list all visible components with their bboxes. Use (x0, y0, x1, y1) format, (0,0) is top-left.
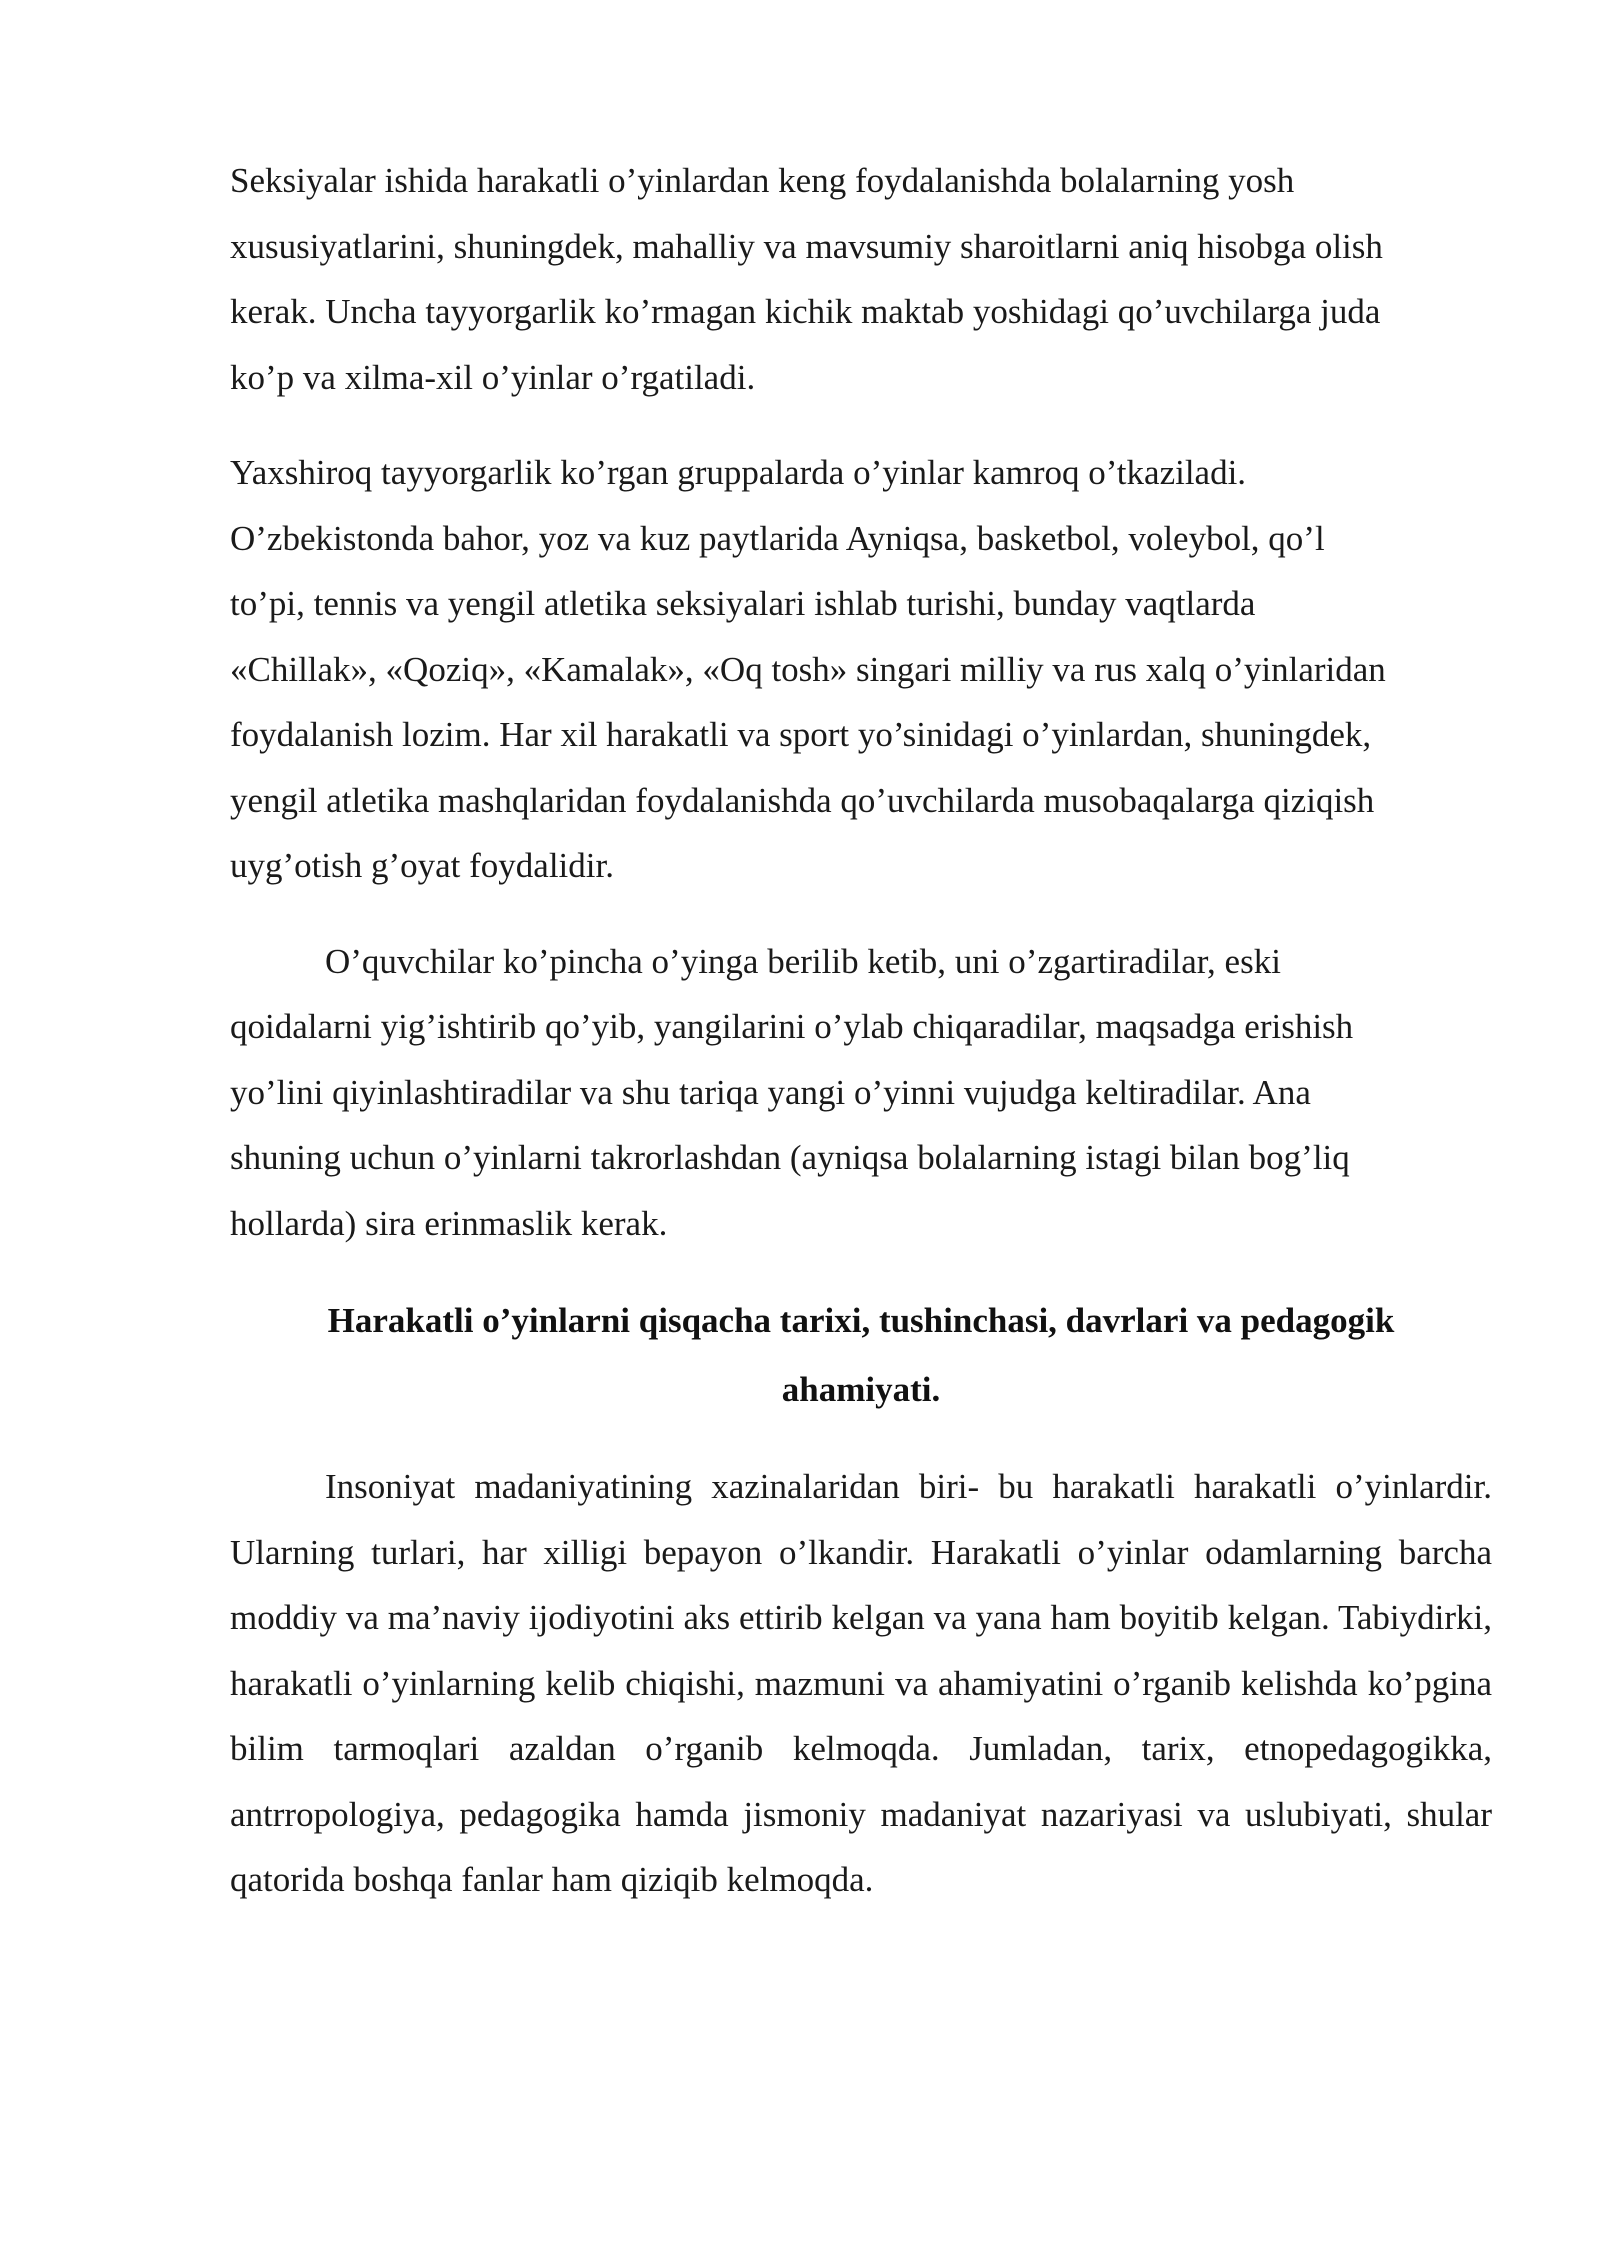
text-line: shuning uchun o’yinlarni takrorlashdan (ayniqsa bolalarning istagi bilan bog’liq (230, 1138, 1350, 1177)
text-line: Yaxshiroq tayyorgarlik ko’rgan gruppalarda o’yinlar kamroq o’tkaziladi. (230, 453, 1247, 492)
text-line: ko’p va xilma-xil o’yinlar o’rgatiladi. (230, 357, 756, 397)
document-body (230, 148, 1492, 1913)
paragraph-4: Insoniyat madaniyatining xazinalaridan biri- bu harakatli harakatli o’yinlardir. Ularning turlari, har xilligi bepayon o’lkandir. Harakatli o’yinlar odamlarning barcha moddiy va ma’naviy ijodiyotini aks ettirib kelgan va yana ham boyitib kelgan. Tabiydirki, harakatli o’yinlarning kelib chiqishi, mazmuni va ahamiyatini o’rganib kelishda ko’pgina bilim tarmoqlari azaldan o’rganib kelmoqda. Jumladan, tarix, etnopedagogikka, antrropologiya, pedagogika hamda jismoniy madaniyat nazariyasi va uslubiyati, shular qatorida boshqa fanlar ham qiziqib kelmoqda. (230, 1467, 1492, 1899)
text-line: uyg’otish g’oyat foydalidir. (230, 846, 614, 885)
text-line: kerak. Uncha tayyorgarlik ko’rmagan kichik maktab yoshidagi qo’uvchilarga juda (230, 292, 1381, 331)
paragraph-2 (230, 440, 1492, 899)
text-line: Seksiyalar ishida harakatli o’yinlardan keng foydalanishda bolalarning yosh (230, 161, 1295, 200)
text-line: O’zbekistonda bahor, yoz va kuz paytlarida Ayniqsa, basketbol, voleybol, qo’l (230, 518, 1325, 558)
paragraph-3 (230, 929, 1492, 1257)
heading-line: Harakatli o’yinlarni qisqacha tarixi, tushinchasi, davrlari va pedagogik (327, 1301, 1395, 1340)
paragraph-1 (230, 148, 1492, 410)
section-heading (230, 1286, 1492, 1424)
text-line: foydalanish lozim. Har xil harakatli va sport yo’sinidagi o’yinlardan, shuningdek, (230, 715, 1372, 754)
text-line: yo’lini qiyinlashtiradilar va shu tariqa yangi o’yinni vujudga keltiradilar. Ana (230, 1072, 1311, 1112)
text-line: to’pi, tennis va yengil atletika seksiyalari ishlab turishi, bunday vaqtlarda (230, 584, 1256, 623)
heading-line: ahamiyati. (781, 1370, 941, 1409)
text-line: yengil atletika mashqlaridan foydalanishda qo’uvchilarda musobaqalarga qiziqish (230, 780, 1375, 820)
text-line: «Chillak», «Qoziq», «Kamalak», «Oq tosh» singari milliy va rus xalq o’yinlaridan (230, 649, 1386, 689)
text-line: O’quvchilar ko’pincha o’yinga berilib ketib, uni o’zgartiradilar, eski (325, 941, 1281, 981)
text-line: xususiyatlarini, shuningdek, mahalliy va mavsumiy sharoitlarni aniq hisobga olish (230, 226, 1383, 266)
text-line: hollarda) sira erinmaslik kerak. (230, 1203, 668, 1243)
text-line: qoidalarni yig’ishtirib qo’yib, yangilarini o’ylab chiqaradilar, maqsadga erishish (230, 1007, 1354, 1046)
